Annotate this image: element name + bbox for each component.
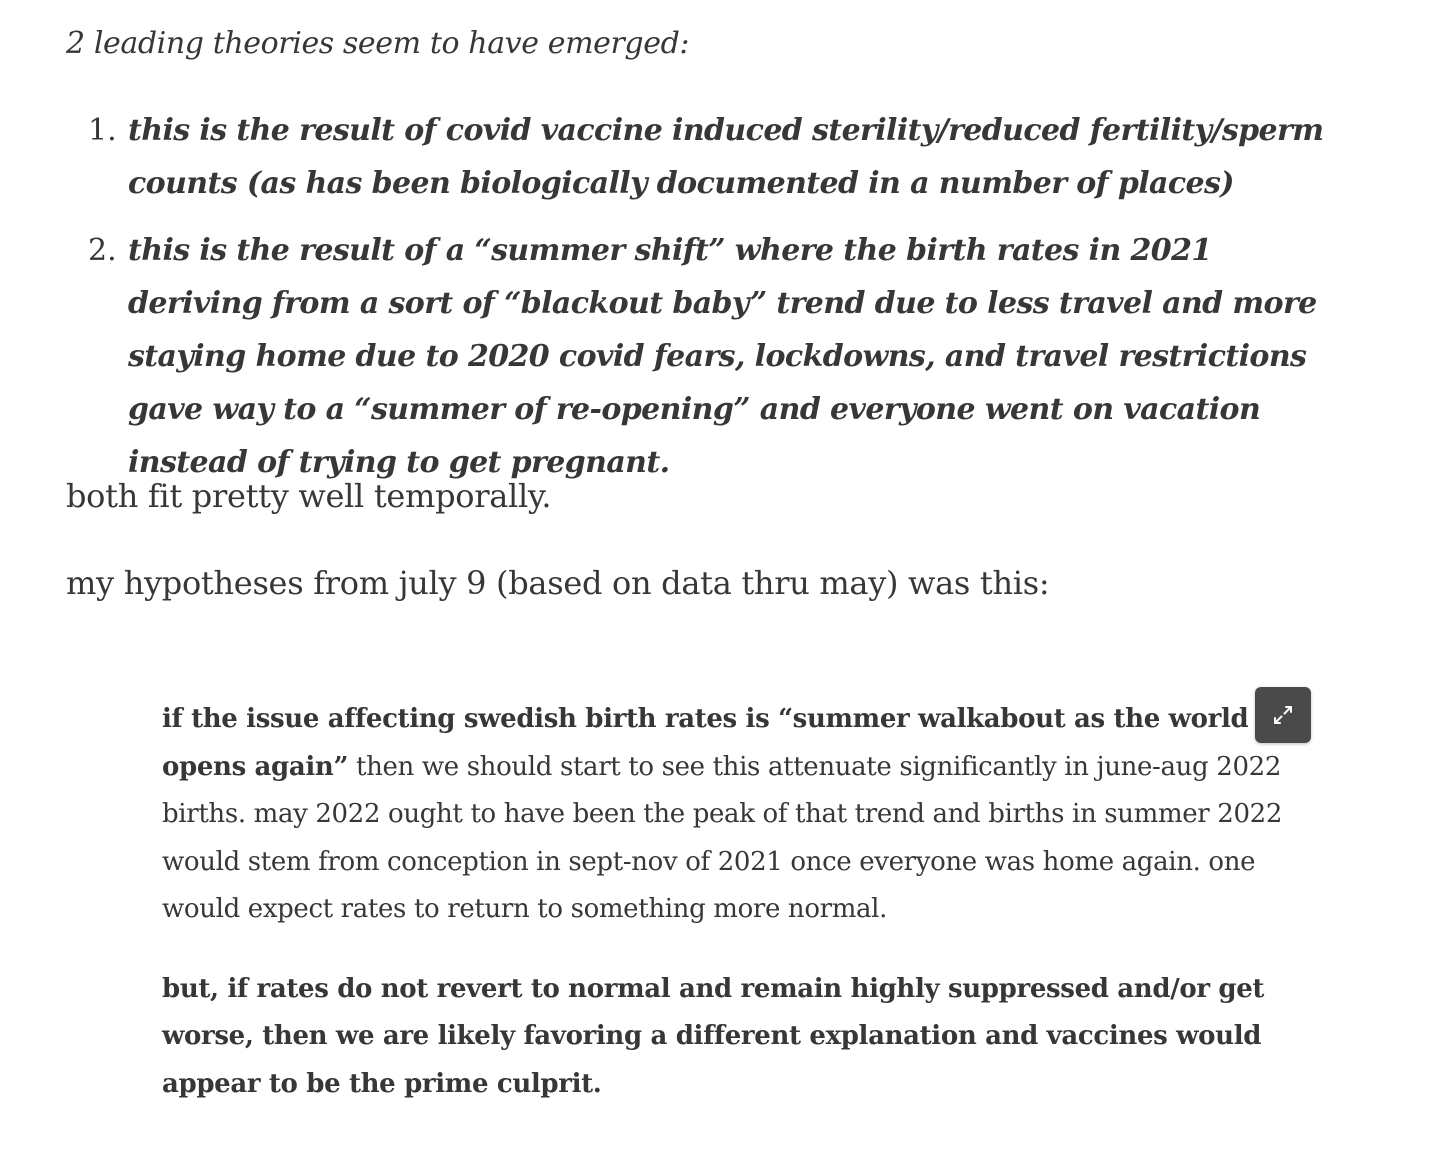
list-item-text: this is the result of a “summer shift” where the birth rates in 2021 deriving from a sort of “blackout baby” trend due to less travel and more staying home due to 2020 covid fears, lockdowns, and travel restrictions gave way to a “summer of re-opening” and everyone went on vacation instead of trying to get pregnant. [128, 233, 1317, 480]
quote-body-text: then we should start to see this attenuate significantly in june-aug 2022 births. may 2022 ought to have been the peak of that trend and births in summer 2022 would stem from conception in sept-nov of 2021 once everyone was home again. one would expect rates to return to something more normal. [162, 751, 1283, 924]
temporal-paragraph: both fit pretty well temporally. [66, 477, 552, 515]
expand-arrows-icon [1269, 701, 1297, 729]
blockquote [162, 696, 1302, 1140]
list-item-number: 2. [88, 233, 117, 268]
list-item [64, 224, 1354, 489]
intro-text: 2 leading theories seem to have emerged: [66, 26, 690, 61]
expand-image-button[interactable] [1255, 687, 1311, 743]
list-item [64, 104, 1354, 210]
quote-paragraph [162, 696, 1302, 934]
quote-paragraph-conclusion: but, if rates do not revert to normal and remain highly suppressed and/or get worse, then we are likely favoring a different explanation and vaccines would appear to be the prime culprit. [162, 973, 1265, 1099]
quote-bold-text: if the issue affecting swedish birth rates is “summer walkabout as the world opens again” [162, 704, 1249, 782]
list-item-text: this is the result of covid vaccine induced sterility/reduced fertility/sperm counts (as has been biologically documented in a number of places) [128, 113, 1324, 201]
hypothesis-intro-paragraph: my hypotheses from july 9 (based on data thru may) was this: [66, 564, 1050, 602]
list-item-number: 1. [88, 113, 117, 148]
theories-list [64, 104, 1354, 503]
